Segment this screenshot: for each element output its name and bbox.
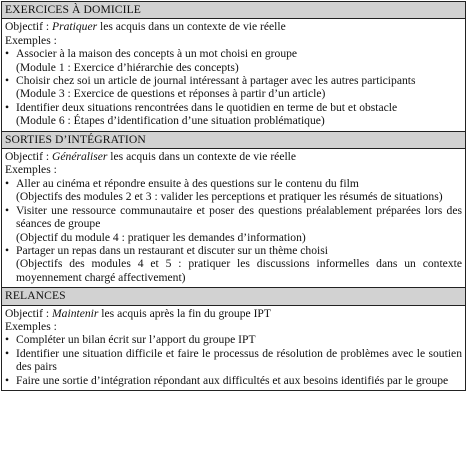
section-header-exercices: EXERCICES À DOMICILE [2,2,465,19]
objective-line [5,20,462,33]
list-item [5,347,462,374]
objective-label: Objectif : [5,306,53,320]
list-item [5,101,462,128]
objective-text: les acquis après la fin du groupe IPT [98,306,271,320]
bullet-icon: • [5,346,10,360]
objective-label: Objectif : [5,150,53,164]
bullet-icon: • [5,243,10,257]
list-item [5,204,462,244]
item-text: Compléter un bilan écrit sur l’apport du groupe IPT [16,333,256,347]
item-text: Partager un repas dans un restaurant et discuter sur un thème choisi [16,243,328,257]
item-module-note: (Objectif du module 4 : pratiquer les demandes d’information) [16,230,306,244]
list-item [5,47,462,74]
section-body-relances [2,306,465,390]
examples-list [5,177,462,284]
examples-label: Exemples : [5,33,57,47]
item-text: Identifier une situation difficile et faire le processus de résolution de problèmes avec le soutien des pairs [16,346,462,374]
examples-list [5,47,462,127]
objective-verb: Maintenir [52,306,99,320]
bullet-icon: • [5,203,10,217]
item-text: Faire une sortie d’intégration répondant aux difficultés et aux besoins identifiés par le groupe [16,373,449,387]
examples-label: Exemples : [5,163,57,177]
item-text: Aller au cinéma et répondre ensuite à des questions sur le contenu du film [16,176,359,190]
intervention-table [1,1,466,391]
objective-line [5,150,462,163]
section-header-relances: RELANCES [2,288,465,305]
objective-verb: Généraliser [52,150,108,164]
examples-label: Exemples : [5,319,57,333]
item-module-note: (Module 3 : Exercice de questions et réponses à partir d’un article) [16,87,326,101]
section-header-sorties: SORTIES D’INTÉGRATION [2,132,465,149]
item-module-note: (Objectifs des modules 2 et 3 : valider les perceptions et pratiquer les résumés de situations) [16,190,443,204]
item-text: Choisir chez soi un article de journal intéressant à partager avec les autres participants [16,74,416,88]
bullet-icon: • [5,373,10,387]
item-module-note: (Module 1 : Exercice d’hiérarchie des concepts) [16,60,239,74]
list-item [5,74,462,101]
objective-label: Objectif : [5,20,53,34]
item-text: Associer à la maison des concepts à un mot choisi en groupe [16,47,298,61]
list-item [5,333,462,346]
bullet-icon: • [5,176,10,190]
list-item [5,177,462,204]
section-body-sorties [2,149,465,288]
objective-text: les acquis dans un contexte de vie réelle [97,20,286,34]
objective-line [5,307,462,320]
bullet-icon: • [5,74,10,88]
section-body-exercices [2,19,465,131]
item-module-note: (Module 6 : Étapes d’identification d’une situation problématique) [16,114,325,128]
examples-list [5,333,462,387]
objective-verb: Pratiquer [52,20,98,34]
item-module-note: (Objectifs des modules 4 et 5 : pratiquer les discussions informelles dans un contexte moyennement chargé affectivement) [16,257,462,284]
objective-text: les acquis dans un contexte de vie réelle [107,150,297,164]
list-item [5,244,462,284]
bullet-icon: • [5,47,10,61]
item-text: Identifier deux situations rencontrées dans le quotidien en terme de but et obstacle [16,100,398,114]
item-text: Visiter une ressource communautaire et poser des questions préalablement préparées lors des séances de groupe [16,203,462,231]
list-item [5,374,462,387]
bullet-icon: • [5,333,10,347]
bullet-icon: • [5,100,10,114]
